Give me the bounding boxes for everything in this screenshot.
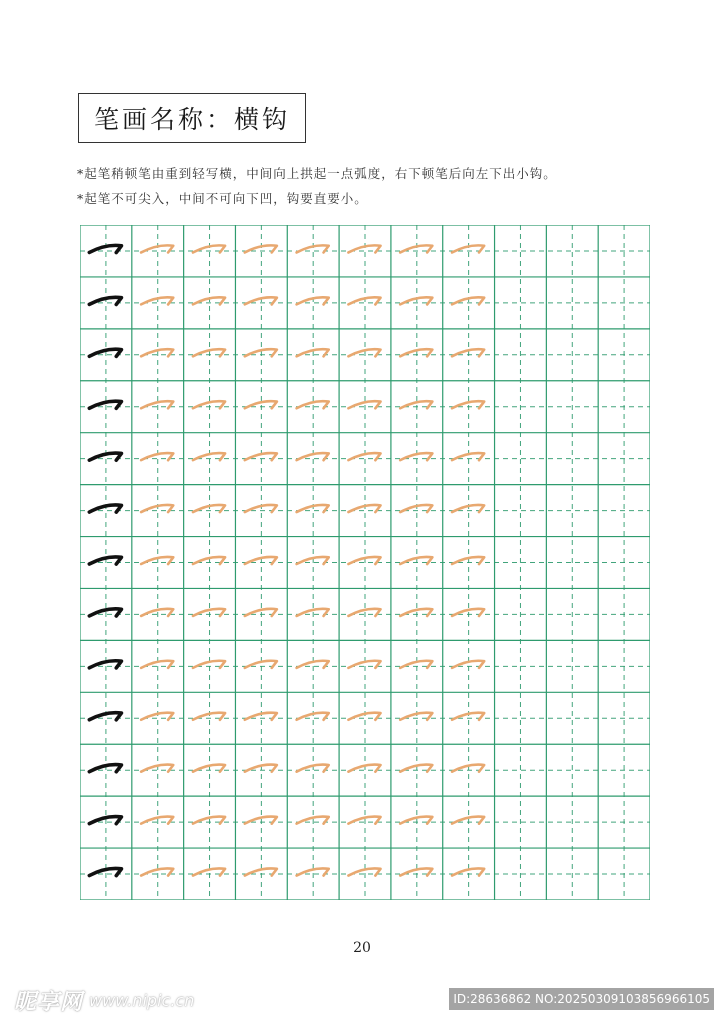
model-stroke-hengou <box>89 349 121 356</box>
watermark-logo-text: 昵享网 <box>14 989 84 1015</box>
model-stroke-hengou <box>89 401 121 408</box>
trace-stroke-hengou <box>348 609 380 616</box>
model-stroke-hengou <box>89 817 121 824</box>
trace-stroke-hengou <box>297 713 329 720</box>
model-stroke-hengou <box>89 713 121 720</box>
watermark-id: ID:28636862 NO:20250309103856966105 <box>449 988 714 1010</box>
watermark-logo <box>14 986 194 1014</box>
trace-stroke-hengou <box>141 609 173 616</box>
trace-stroke-hengou <box>141 297 173 304</box>
watermark-url: www.nipic.cn <box>89 990 195 1010</box>
title-text: 笔画名称：横钩 <box>93 105 290 134</box>
trace-stroke-hengou <box>348 297 380 304</box>
model-stroke-hengou <box>89 297 121 304</box>
trace-stroke-hengou <box>297 245 329 252</box>
page-title <box>78 93 306 143</box>
trace-stroke-hengou <box>297 817 329 824</box>
practice-grid <box>80 225 650 900</box>
trace-stroke-hengou <box>348 245 380 252</box>
trace-stroke-hengou <box>297 349 329 356</box>
trace-stroke-hengou <box>141 557 173 564</box>
trace-stroke-hengou <box>348 868 380 875</box>
trace-stroke-hengou <box>348 713 380 720</box>
model-stroke-hengou <box>89 868 121 875</box>
trace-stroke-hengou <box>141 713 173 720</box>
trace-stroke-hengou <box>348 765 380 772</box>
trace-stroke-hengou <box>297 505 329 512</box>
trace-stroke-hengou <box>297 401 329 408</box>
trace-stroke-hengou <box>297 453 329 460</box>
trace-stroke-hengou <box>297 297 329 304</box>
trace-stroke-hengou <box>141 453 173 460</box>
trace-stroke-hengou <box>348 505 380 512</box>
trace-stroke-hengou <box>348 661 380 668</box>
trace-stroke-hengou <box>348 817 380 824</box>
trace-stroke-hengou <box>348 349 380 356</box>
trace-stroke-hengou <box>141 505 173 512</box>
trace-stroke-hengou <box>141 245 173 252</box>
trace-stroke-hengou <box>297 609 329 616</box>
trace-stroke-hengou <box>141 765 173 772</box>
model-stroke-hengou <box>89 453 121 460</box>
model-stroke-hengou <box>89 245 121 252</box>
model-stroke-hengou <box>89 609 121 616</box>
trace-stroke-hengou <box>141 868 173 875</box>
trace-stroke-hengou <box>141 401 173 408</box>
model-stroke-hengou <box>89 557 121 564</box>
trace-stroke-hengou <box>297 868 329 875</box>
trace-stroke-hengou <box>141 661 173 668</box>
trace-stroke-hengou <box>348 557 380 564</box>
trace-stroke-hengou <box>348 453 380 460</box>
trace-stroke-hengou <box>348 401 380 408</box>
trace-stroke-hengou <box>141 817 173 824</box>
trace-stroke-hengou <box>297 765 329 772</box>
instruction-note-2: *起笔不可尖入，中间不可向下凹，钩要直要小。 <box>77 191 368 206</box>
model-stroke-hengou <box>89 661 121 668</box>
trace-stroke-hengou <box>297 557 329 564</box>
page-number: 20 <box>353 940 371 956</box>
model-stroke-hengou <box>89 765 121 772</box>
instruction-note-1: *起笔稍顿笔由重到轻写横，中间向上拱起一点弧度，右下顿笔后向左下出小钩。 <box>77 166 557 181</box>
trace-stroke-hengou <box>297 661 329 668</box>
trace-stroke-hengou <box>141 349 173 356</box>
model-stroke-hengou <box>89 505 121 512</box>
